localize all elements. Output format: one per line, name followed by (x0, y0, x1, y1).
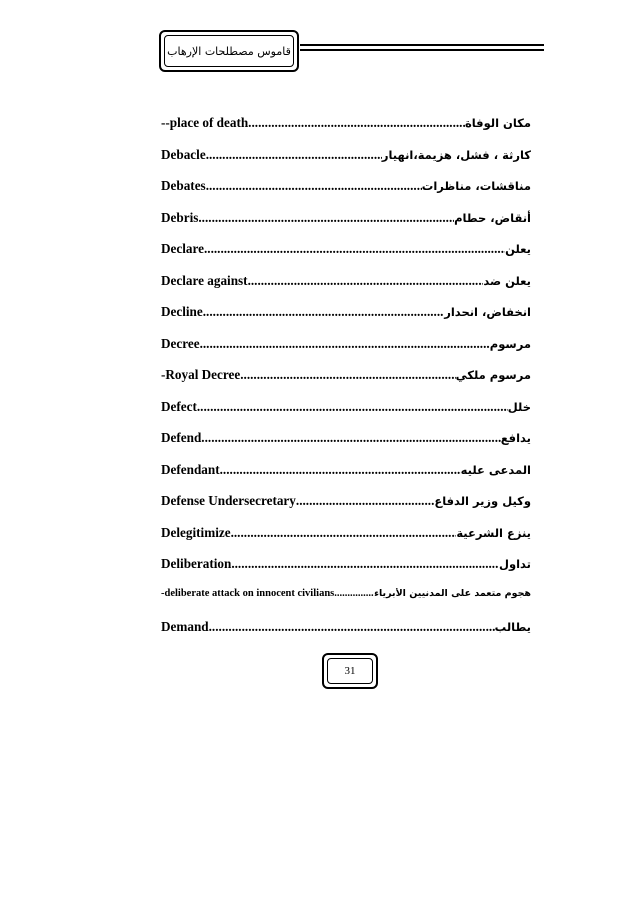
glossary-entry (161, 619, 531, 651)
glossary-entry (161, 493, 531, 525)
leader-dots (197, 399, 508, 415)
entry-translation: كارثة ، فشل، هزيمة،انهيار (381, 147, 531, 162)
entry-term: Declare against (161, 272, 248, 288)
glossary-entry (161, 399, 531, 431)
glossary-entry (161, 273, 531, 305)
leader-dots (203, 304, 445, 320)
entry-term: Decline (161, 304, 203, 319)
entry-translation: وكيل وزير الدفاع (434, 494, 531, 508)
leader-dots (206, 147, 382, 163)
glossary-entry (161, 367, 531, 399)
glossary-entry (161, 430, 531, 462)
entry-term: Declare (161, 241, 204, 256)
leader-dots (201, 430, 500, 446)
leader-dots (204, 241, 505, 257)
glossary-entry (161, 304, 531, 336)
entry-translation: ينزع الشرعية (456, 525, 531, 540)
glossary-entry (161, 336, 531, 368)
entry-term: Debris (161, 209, 199, 225)
leader-dots (334, 588, 374, 599)
leader-dots (296, 493, 434, 509)
leader-dots (248, 273, 484, 289)
entry-translation: مرسوم (489, 336, 531, 351)
entry-translation: يعلن ضد (483, 273, 531, 288)
entry-translation: يطالب (494, 620, 531, 634)
entry-term: -deliberate attack on innocent civilians (161, 587, 335, 599)
leader-dots (231, 556, 499, 572)
entry-term: Deliberation (161, 556, 232, 571)
entry-translation: المدعى عليه (460, 462, 531, 477)
glossary-entry (161, 556, 531, 588)
leader-dots (220, 462, 461, 478)
entry-term: Debacle (161, 146, 206, 162)
leader-dots (231, 525, 457, 541)
glossary-entry (161, 178, 531, 210)
entry-term: --place of death (161, 115, 249, 130)
header-rule-top (300, 44, 544, 46)
entry-term: Defect (161, 398, 197, 414)
leader-dots (240, 367, 455, 383)
entry-term: Demand (161, 619, 209, 634)
entry-translation: خلل (507, 399, 531, 414)
glossary-entry (161, 210, 531, 242)
entry-term: Defense Undersecretary (161, 493, 296, 508)
entry-translation: مكان الوفاة (464, 116, 531, 130)
header-title: قاموس مصطلحات الإرهاب (164, 35, 294, 67)
glossary-entry (161, 525, 531, 557)
entry-translation: انخفاض، انحدار (444, 305, 531, 319)
glossary-entry (161, 115, 531, 147)
entry-term: Defend (161, 430, 202, 445)
leader-dots (198, 210, 454, 226)
entry-translation: يدافع (500, 431, 531, 445)
leader-dots (209, 619, 495, 635)
entry-translation: هجوم متعمد على المدنيين الأبرياء (374, 587, 531, 599)
glossary-entry (161, 147, 531, 179)
entry-term: Decree (161, 335, 200, 351)
entry-translation: أنقاض، حطام (454, 210, 531, 225)
entry-term: Debates (161, 178, 206, 193)
page-number: 31 (327, 658, 373, 684)
glossary-entry (161, 462, 531, 494)
glossary-entry (161, 241, 531, 273)
entry-translation: مرسوم ملكي (455, 368, 531, 382)
glossary-list (161, 115, 531, 651)
leader-dots (248, 115, 465, 131)
header-rule-bottom (300, 49, 544, 51)
entry-term: Defendant (161, 461, 220, 477)
entry-translation: مناقشات، مناظرات (421, 179, 531, 193)
entry-translation: تداول (498, 557, 531, 571)
entry-term: Delegitimize (161, 524, 231, 540)
page-number-box (322, 653, 378, 689)
header-title-box (159, 30, 299, 72)
entry-translation: يعلن (505, 242, 531, 256)
leader-dots (200, 336, 490, 352)
leader-dots (206, 178, 422, 194)
glossary-entry (161, 588, 531, 620)
entry-term: -Royal Decree (161, 367, 241, 382)
